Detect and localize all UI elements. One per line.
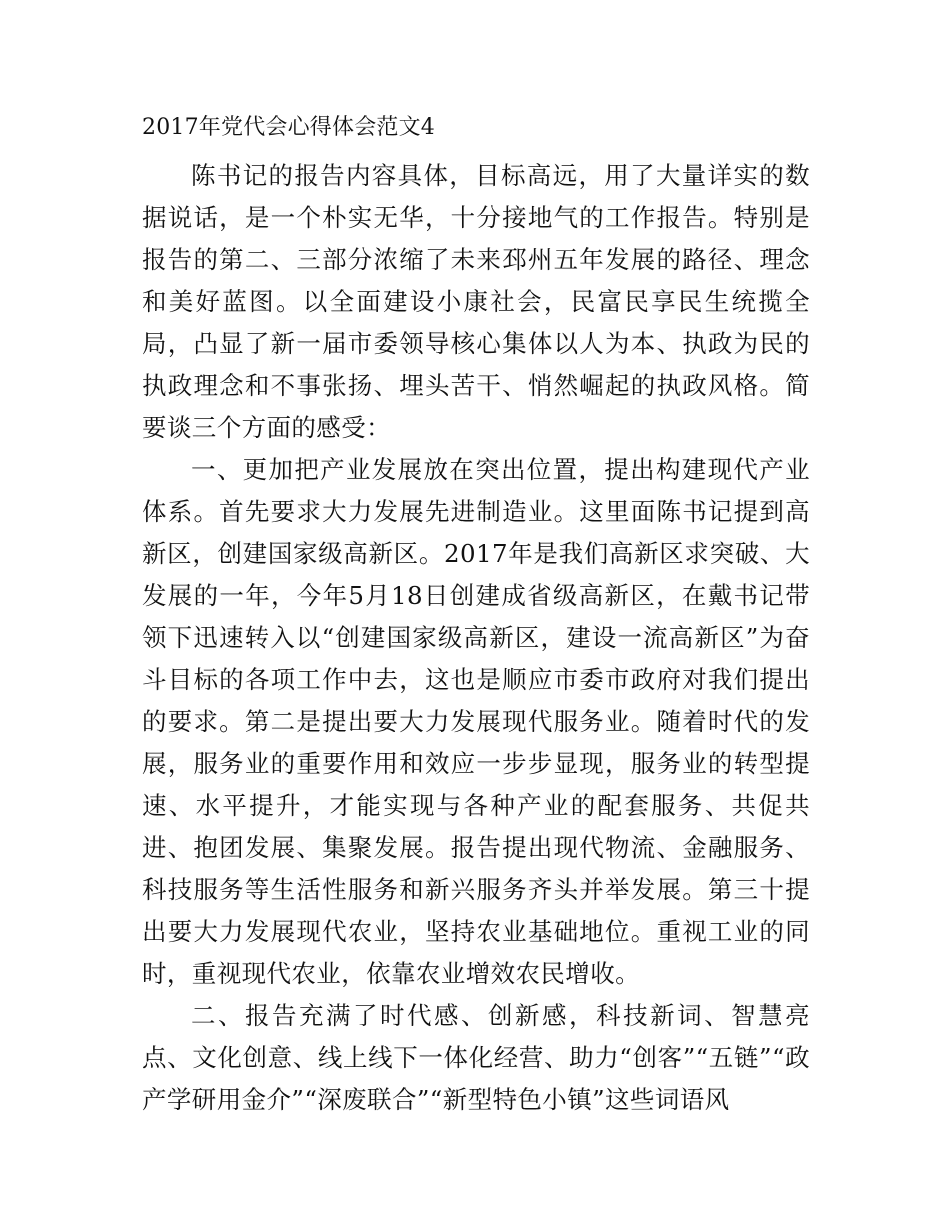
- document-page: [142, 113, 810, 1121]
- paragraph-3: 二、报告充满了时代感、创新感，科技新词、智慧亮点、文化创意、线上线下一体化经营、助力“创客”“五链”“政产学研用金介”“深废联合”“新型特色小镇”这些词语风: [142, 1001, 810, 1114]
- paragraph-1: 陈书记的报告内容具体，目标高远，用了大量详实的数据说话，是一个朴实无华，十分接地气的工作报告。特别是报告的第二、三部分浓缩了未来邳州五年发展的路径、理念和美好蓝图。以全面建设小康社会，民富民享民生统揽全局，凸显了新一届市委领导核心集体以人为本、执政为民的执政理念和不事张扬、埋头苦干、悄然崛起的执政风格。简要谈三个方面的感受：: [142, 161, 810, 442]
- document-title: 2017年党代会心得体会范文4: [142, 115, 435, 140]
- paragraph-2: 一、更加把产业发展放在突出位置，提出构建现代产业体系。首先要求大力发展先进制造业。这里面陈书记提到高新区，创建国家级高新区。2017年是我们高新区求突破、大发展的一年，今年5月18日创建成省级高新区，在戴书记带领下迅速转入以“创建国家级高新区，建设一流高新区”为奋斗目标的各项工作中去，这也是顺应市委市政府对我们提出的要求。第二是提出要大力发展现代服务业。随着时代的发展，服务业的重要作用和效应一步步显现，服务业的转型提速、水平提升，才能实现与各种产业的配套服务、共促共进、抱团发展、集聚发展。报告提出现代物流、金融服务、科技服务等生活性服务和新兴服务齐头并举发展。第三十提出要大力发展现代农业，坚持农业基础地位。重视工业的同时，重视现代农业，依靠农业增效农民增收。: [142, 455, 810, 988]
